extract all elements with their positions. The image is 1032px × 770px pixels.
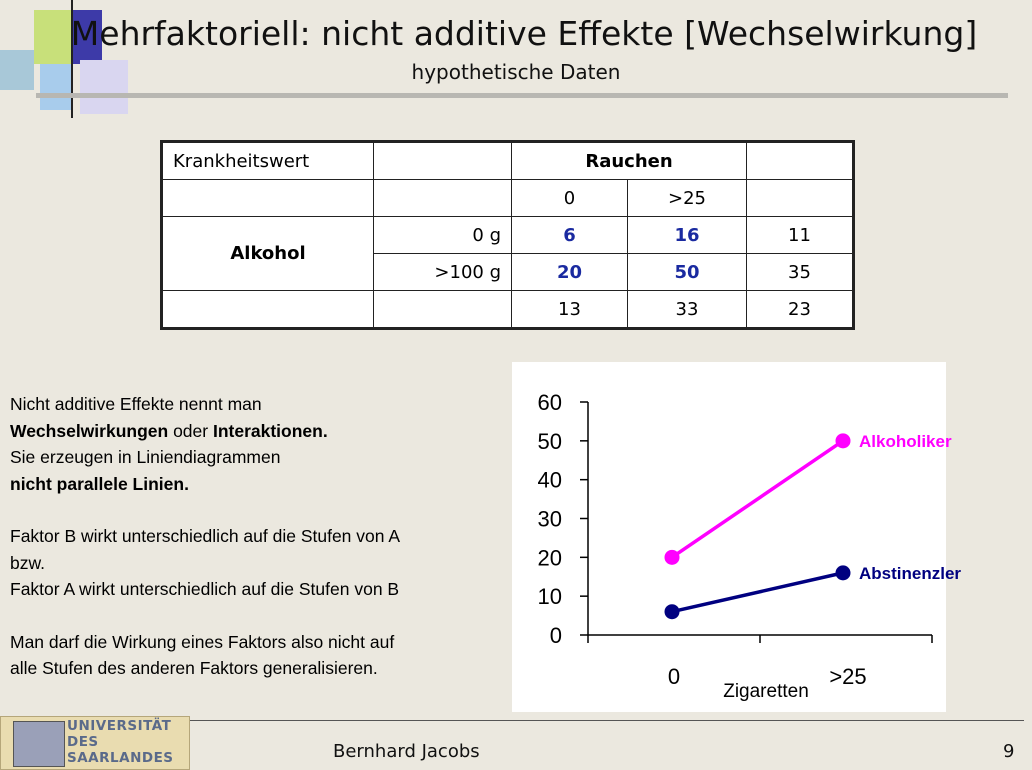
y-tick-label: 10 bbox=[537, 584, 562, 610]
table-value: 20 bbox=[512, 254, 628, 291]
table-cell-empty bbox=[747, 180, 854, 217]
data-point bbox=[665, 604, 680, 619]
y-tick-label: 50 bbox=[537, 428, 562, 454]
table-row bbox=[162, 291, 854, 329]
data-point bbox=[665, 550, 680, 565]
series-line bbox=[672, 573, 843, 612]
logo-text: UNIVERSITÄT DES SAARLANDES bbox=[67, 718, 174, 766]
y-tick-label: 60 bbox=[537, 390, 562, 415]
table-value: 16 bbox=[628, 217, 747, 254]
page-title: Mehrfaktoriell: nicht additive Effekte [Wechselwirkung] bbox=[70, 14, 978, 53]
table-grand-mean: 23 bbox=[747, 291, 854, 329]
series-line bbox=[672, 441, 843, 557]
table-row bbox=[162, 180, 854, 217]
table-cell-empty bbox=[162, 291, 374, 329]
text-line: Nicht additive Effekte nennt man bbox=[10, 394, 262, 414]
text-line: alle Stufen des anderen Faktors generalisieren. bbox=[10, 658, 378, 678]
table-header-group: Rauchen bbox=[512, 142, 747, 180]
y-tick-label: 40 bbox=[537, 467, 562, 493]
table-cell-empty bbox=[374, 180, 512, 217]
page-subtitle: hypothetische Daten bbox=[411, 60, 621, 84]
series-label: Alkoholiker bbox=[859, 431, 952, 451]
header-rule bbox=[36, 93, 1008, 98]
table-cell-empty bbox=[162, 180, 374, 217]
data-point bbox=[836, 433, 851, 448]
table-value: 6 bbox=[512, 217, 628, 254]
text-line: bzw. bbox=[10, 552, 46, 573]
table-row bbox=[162, 142, 854, 180]
data-table bbox=[160, 140, 855, 330]
text-line bbox=[10, 418, 520, 445]
explanation-text bbox=[10, 391, 520, 682]
bold-term: Wechselwirkungen bbox=[10, 420, 169, 441]
text-line: Faktor B wirkt unterschiedlich auf die Stufen von A bbox=[10, 526, 401, 546]
table-row-mean: 35 bbox=[747, 254, 854, 291]
table-cell-empty bbox=[747, 142, 854, 180]
table-cell-empty bbox=[374, 142, 512, 180]
table-row-mean: 11 bbox=[747, 217, 854, 254]
chart-svg bbox=[512, 362, 962, 712]
text-line: Faktor A wirkt unterschiedlich auf die Stufen von B bbox=[10, 579, 400, 599]
table-row bbox=[162, 217, 854, 254]
table-cell-empty bbox=[374, 291, 512, 329]
y-tick-label: 0 bbox=[549, 623, 562, 648]
x-tick-label: 0 bbox=[667, 664, 681, 689]
series-label: Abstinenzler bbox=[859, 563, 962, 583]
x-axis-label: Zigaretten bbox=[723, 681, 809, 702]
text-line: Sie erzeugen in Liniendiagrammen bbox=[10, 447, 281, 467]
table-value: 50 bbox=[628, 254, 747, 291]
university-emblem-icon bbox=[13, 721, 65, 767]
y-tick-label: 30 bbox=[537, 506, 562, 532]
page-number: 9 bbox=[1003, 741, 1015, 762]
table-header-label: Krankheitswert bbox=[162, 142, 374, 180]
y-tick-label: 20 bbox=[537, 545, 562, 571]
x-tick-label: >25 bbox=[829, 664, 867, 689]
footer-rule bbox=[190, 720, 1024, 721]
footer-author: Bernhard Jacobs bbox=[333, 741, 480, 762]
table-col-mean: 13 bbox=[512, 291, 628, 329]
text-fragment: oder bbox=[168, 420, 213, 441]
table-row-label: 0 g bbox=[374, 217, 512, 254]
text-line: Man darf die Wirkung eines Faktors also nicht auf bbox=[10, 631, 395, 652]
table-col-mean: 33 bbox=[628, 291, 747, 329]
line-chart bbox=[512, 362, 962, 712]
university-logo bbox=[0, 716, 190, 770]
table-level: >25 bbox=[628, 180, 747, 217]
data-point bbox=[836, 565, 851, 580]
table-level: 0 bbox=[512, 180, 628, 217]
text-line: nicht parallele Linien. bbox=[10, 473, 189, 494]
table-factor-label: Alkohol bbox=[162, 217, 374, 291]
bold-term: Interaktionen. bbox=[212, 420, 328, 441]
table-row-label: >100 g bbox=[374, 254, 512, 291]
